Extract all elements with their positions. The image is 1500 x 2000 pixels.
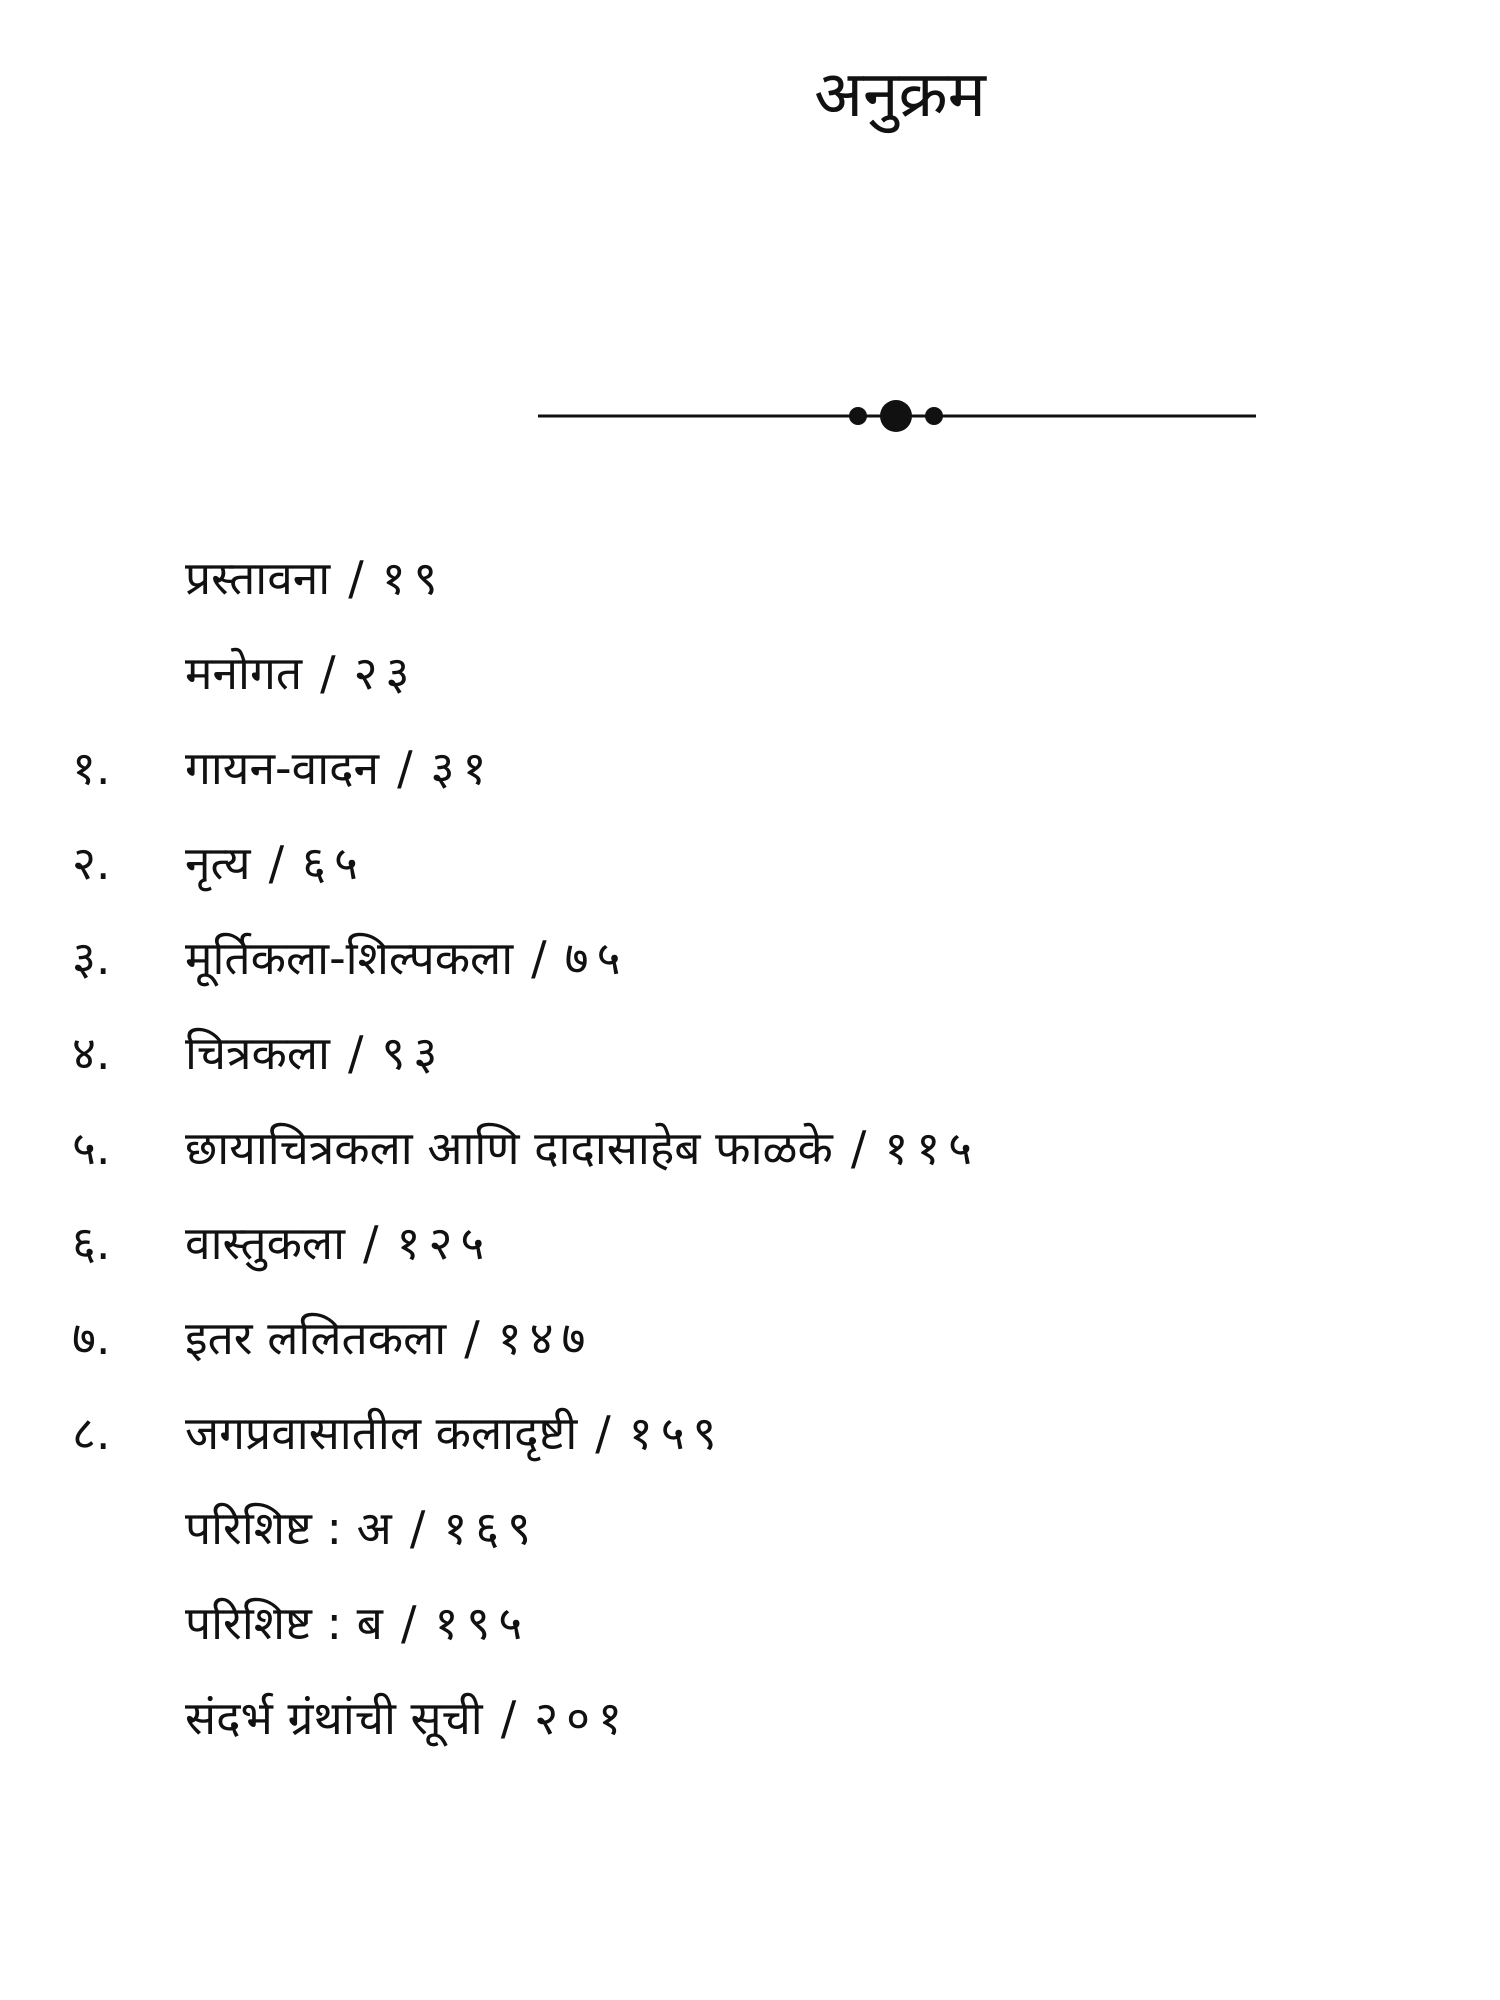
toc-entry[interactable] — [0, 1308, 1500, 1368]
toc-entry-page: ११५ — [884, 1121, 981, 1175]
toc-entry-title: चित्रकला — [185, 1026, 330, 1080]
toc-entry-title: इतर ललितकला — [185, 1311, 447, 1365]
toc-entry[interactable] — [0, 643, 1500, 703]
toc-entry-page: १४७ — [497, 1311, 594, 1365]
toc-separator: / — [400, 1596, 417, 1650]
toc-entry[interactable] — [0, 1688, 1500, 1748]
toc-entry[interactable] — [0, 1213, 1500, 1273]
toc-entry-page: ७५ — [564, 931, 629, 985]
toc-separator: / — [850, 1121, 867, 1175]
toc-entry-title: नृत्य — [185, 836, 251, 890]
toc-entry-page: १६९ — [443, 1501, 540, 1555]
toc-entry-number: ३. — [72, 931, 111, 985]
ornament-dot-left — [849, 407, 867, 425]
toc-separator: / — [500, 1691, 517, 1745]
toc-separator: / — [409, 1501, 426, 1555]
toc-entry[interactable] — [0, 928, 1500, 988]
toc-entry[interactable] — [0, 1023, 1500, 1083]
toc-separator: / — [347, 1026, 364, 1080]
toc-entry-page: १९ — [381, 551, 446, 605]
toc-entry[interactable] — [0, 548, 1500, 608]
toc-entry-page: २३ — [353, 646, 418, 700]
divider-ornament — [538, 396, 1256, 436]
toc-entry-number: ५. — [72, 1121, 111, 1175]
toc-entry-title: जगप्रवासातील कलादृष्टी — [185, 1406, 578, 1460]
toc-entry[interactable] — [0, 1118, 1500, 1178]
toc-entry[interactable] — [0, 1403, 1500, 1463]
toc-entry-number: ७. — [72, 1311, 111, 1365]
toc-separator: / — [363, 1216, 379, 1270]
toc-separator: / — [595, 1406, 611, 1460]
toc-entry-page: ९३ — [381, 1026, 446, 1080]
toc-entry-page: १२५ — [396, 1216, 493, 1270]
ornament-dot-right — [925, 407, 943, 425]
toc-entry-title: मूर्तिकला-शिल्पकला — [185, 931, 514, 985]
toc-entry-number: ६. — [72, 1216, 111, 1270]
toc-entry[interactable] — [0, 1593, 1500, 1653]
toc-entry-title: प्रस्तावना — [185, 551, 331, 605]
toc-entry-page: ३१ — [430, 741, 495, 795]
toc-entry-title: परिशिष्ट : अ — [185, 1501, 392, 1555]
toc-entry-title: मनोगत — [185, 646, 303, 700]
toc-separator: / — [397, 741, 413, 795]
toc-entry-title: छायाचित्रकला आणि दादासाहेब फाळके — [185, 1121, 833, 1175]
toc-entry-number: ८. — [72, 1406, 111, 1460]
toc-entry-title: वास्तुकला — [185, 1216, 346, 1270]
toc-entry-number: १. — [72, 741, 111, 795]
toc-separator: / — [531, 931, 547, 985]
toc-entry[interactable] — [0, 1498, 1500, 1558]
toc-separator: / — [268, 836, 285, 890]
toc-entry-title: गायन-वादन — [185, 741, 380, 795]
toc-entry-title: संदर्भ ग्रंथांची सूची — [185, 1691, 483, 1745]
toc-entry-title: परिशिष्ट : ब — [185, 1596, 383, 1650]
toc-entry-number: ४. — [72, 1026, 111, 1080]
toc-entry[interactable] — [0, 738, 1500, 798]
page-title: अनुक्रम — [814, 58, 986, 132]
toc-separator: / — [320, 646, 336, 700]
toc-entry-page: २०१ — [534, 1691, 630, 1745]
toc-entry[interactable] — [0, 833, 1500, 893]
toc-entry-page: १५९ — [628, 1406, 725, 1460]
toc-entry-number: २. — [72, 836, 111, 890]
toc-entry-page: १९५ — [434, 1596, 531, 1650]
toc-separator: / — [348, 551, 364, 605]
toc-separator: / — [464, 1311, 480, 1365]
ornament-dot-center — [880, 400, 912, 432]
toc-entry-page: ६५ — [302, 836, 366, 890]
